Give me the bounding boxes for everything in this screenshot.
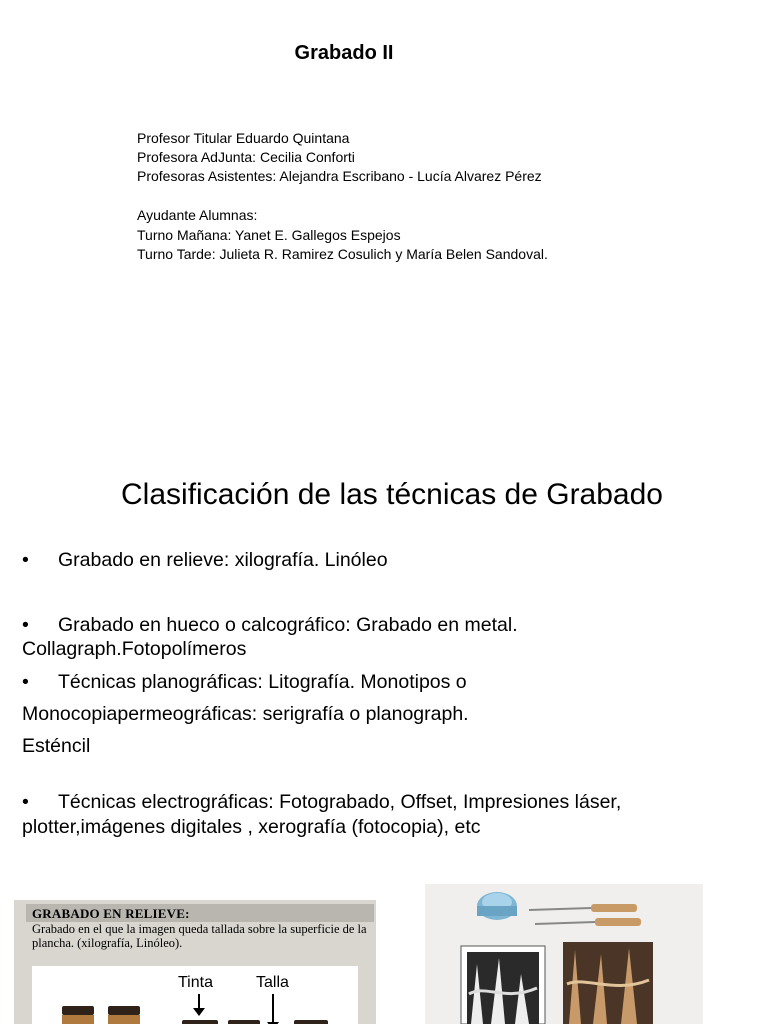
label-talla: Talla	[256, 974, 289, 991]
relief-diagram	[32, 966, 358, 1024]
tinta-arrowhead-icon	[193, 1008, 205, 1016]
list-item-text: Técnicas electrográficas: Fotograbado, Offset, Impresiones láser,	[58, 791, 622, 813]
staff-line-ayudantes-heading: Ayudante Alumnas:	[137, 207, 258, 223]
relief-block-3	[182, 1020, 218, 1024]
gouge-tool-icon	[529, 904, 637, 912]
staff-line-asistentes: Profesoras Asistentes: Alejandra Escribano - Lucía Alvarez Pérez	[137, 168, 542, 184]
relief-block-2	[108, 1006, 140, 1024]
staff-line-titular: Profesor Titular Eduardo Quintana	[137, 130, 350, 146]
relief-engraving-figure	[14, 900, 376, 1024]
ink-jar-icon	[477, 892, 517, 920]
list-item	[22, 614, 518, 637]
bullet-glyph: •	[22, 614, 29, 636]
list-item	[22, 791, 621, 814]
staff-line-turno-manana: Turno Mañana: Yanet E. Gallegos Espejos	[137, 227, 401, 243]
list-item	[22, 549, 388, 572]
list-item	[22, 671, 467, 694]
label-tinta: Tinta	[178, 974, 213, 991]
page-title: Grabado II	[294, 42, 394, 64]
list-item-text: Grabado en hueco o calcográfico: Grabado en metal.	[58, 614, 518, 636]
bullet-glyph: •	[22, 671, 29, 693]
figure-header-text: GRABADO EN RELIEVE:	[32, 906, 190, 921]
relief-block-4	[228, 1020, 260, 1024]
linocut-block-right	[563, 942, 653, 1024]
list-item-text: Técnicas planográficas: Litografía. Monotipos o	[58, 671, 467, 693]
list-item-continuation: plotter,imágenes digitales , xerografía (fotocopia), etc	[22, 816, 481, 838]
list-item-text: Grabado en relieve: xilografía. Linóleo	[58, 549, 388, 571]
list-item-continuation: Monocopiapermeográficas: serigrafía o planograph.	[22, 703, 469, 725]
list-item-continuation: Esténcil	[22, 735, 91, 757]
staff-line-adjunta: Profesora AdJunta: Cecilia Conforti	[137, 149, 355, 165]
bullet-glyph: •	[22, 791, 29, 813]
figure-header	[26, 904, 374, 922]
list-item-continuation: Collagraph.Fotopolímeros	[22, 638, 247, 660]
figure-description: Grabado en el que la imagen queda tallada sobre la superficie de la plancha. (xilografía, Linóleo).	[32, 922, 367, 950]
linocut-tools-photo	[425, 884, 703, 1024]
relief-block-1	[62, 1006, 94, 1024]
section-title: Clasificación de las técnicas de Grabado	[121, 478, 663, 511]
linocut-print-left	[461, 946, 545, 1024]
staff-line-turno-tarde: Turno Tarde: Julieta R. Ramirez Cosulich y María Belen Sandoval.	[137, 246, 548, 262]
bullet-glyph: •	[22, 549, 29, 571]
gouge-tool-icon	[535, 918, 641, 926]
diagram-panel	[32, 966, 358, 1024]
relief-block-5	[294, 1020, 328, 1024]
